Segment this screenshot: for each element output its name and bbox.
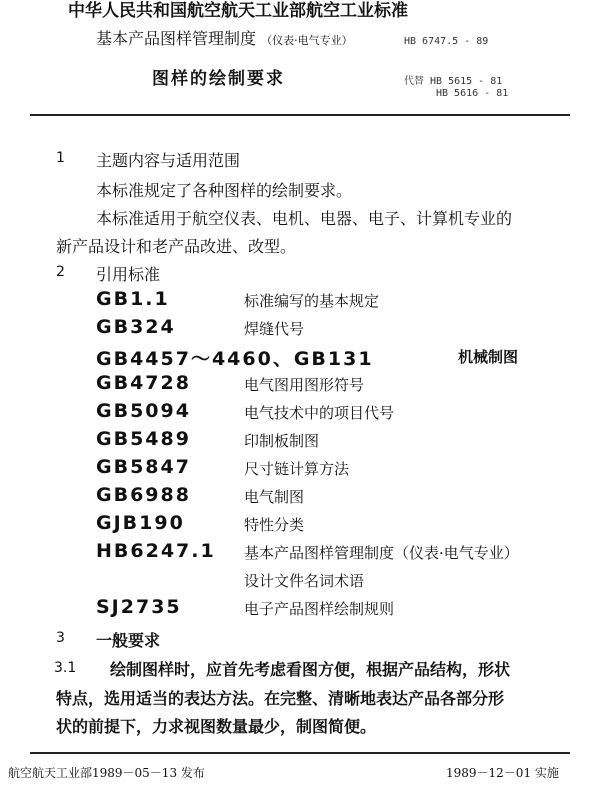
document-subtitle: 图样的绘制要求 [152, 69, 285, 89]
section-3-title: 一般要求 [96, 631, 161, 650]
ref-code-3: GB4457～4460、GB131 [96, 348, 374, 370]
ref-code-6: GB5489 [96, 428, 191, 450]
section-2-title: 引用标准 [96, 265, 161, 284]
section-2-number: 2 [56, 264, 65, 280]
effective-date: 1989－12－01 实施 [446, 766, 559, 780]
standard-code: HB 6747.5 - 89 [404, 36, 489, 47]
replaces-line-2: HB 5616 - 81 [436, 88, 509, 99]
clause-3-1-line-2: 特点，选用适当的表达方法。在完整、清晰地表达产品各部分形 [56, 689, 505, 708]
ref-code-2: GB324 [96, 316, 176, 338]
replaces-line-1: 代替 HB 5615 - 81 [404, 76, 503, 87]
ref-code-7: GB5847 [96, 456, 191, 478]
section-1-paragraph-1: 本标准规定了各种图样的绘制要求。 [96, 181, 353, 200]
series-title-main: 基本产品图样管理制度 [96, 29, 257, 48]
ref-code-4: GB4728 [96, 372, 191, 394]
ref-desc-9: 特性分类 [244, 516, 305, 534]
clause-3-1-line-1: 绘制图样时，应首先考虑看图方便，根据产品结构，形状 [110, 660, 511, 679]
clause-3-1-line-3: 状的前提下，力求视图数量最少，制图简便。 [56, 717, 377, 736]
section-1-number: 1 [56, 150, 65, 166]
section-1-paragraph-2-line-2: 新产品设计和老产品改进、改型。 [56, 237, 297, 256]
ref-code-1: GB1.1 [96, 288, 170, 310]
ref-desc-5: 电气技术中的项目代号 [244, 404, 395, 422]
document-series-title [96, 26, 353, 49]
ref-desc-10: 基本产品图样管理制度（仪表·电气专业） [244, 544, 519, 562]
ref-code-8: GB6988 [96, 484, 191, 506]
ref-code-12: SJ2735 [96, 596, 182, 618]
header-divider [30, 114, 570, 116]
ref-desc-12: 电子产品图样绘制规则 [244, 600, 395, 618]
clause-3-1-number: 3.1 [54, 660, 77, 676]
ref-desc-11: 设计文件名词术语 [244, 572, 365, 590]
ref-desc-1: 标准编写的基本规定 [244, 292, 380, 310]
issue-date: 航空航天工业部1989－05－13 发布 [8, 766, 205, 780]
ref-desc-7: 尺寸链计算方法 [244, 460, 350, 478]
section-1-paragraph-2-line-1: 本标准适用于航空仪表、电机、电器、电子、计算机专业的 [96, 209, 513, 228]
ref-code-10: HB6247.1 [96, 540, 216, 562]
ref-code-9: GJB190 [96, 512, 185, 534]
section-3-number: 3 [56, 630, 65, 646]
ref-code-5: GB5094 [96, 400, 191, 422]
ref-desc-8: 电气制图 [244, 488, 305, 506]
ref-desc-6: 印制板制图 [244, 432, 320, 450]
section-1-title: 主题内容与适用范围 [96, 151, 241, 170]
ref-desc-3: 机械制图 [458, 348, 519, 366]
issuing-org-line: 中华人民共和国航空航天工业部航空工业标准 [68, 1, 408, 21]
series-title-sub: （仪表·电气专业） [261, 34, 353, 47]
ref-desc-4: 电气图用图形符号 [244, 376, 365, 394]
ref-desc-2: 焊缝代号 [244, 320, 305, 338]
footer-divider [30, 752, 570, 754]
